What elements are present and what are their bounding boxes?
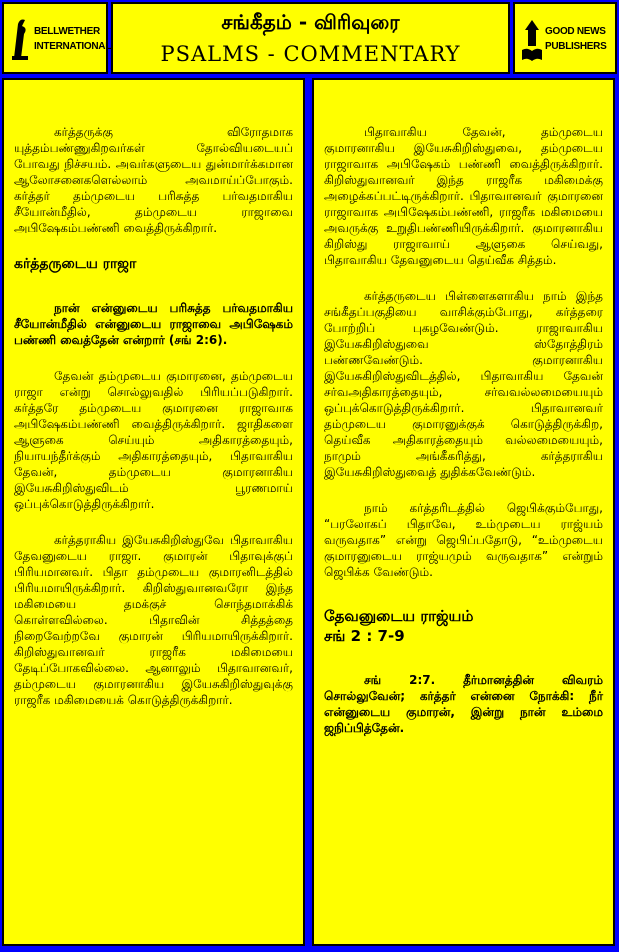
right-column: [312, 78, 615, 946]
section-heading-title: தேவனுடைய ராஜ்யம்: [324, 607, 474, 625]
verse-psalm-2-7: சங் 2:7. தீர்மானத்தின் விவரம் சொல்லுவேன்; கர்த்தர் என்னை நோக்கி: நீர் என்னுடைய குமாரன், இன்று நான் உம்மை ஜநிப்பித்தேன்.: [324, 673, 603, 735]
logo-right-line-1: GOOD NEWS: [545, 26, 606, 37]
section-heading-gods-kingdom: [324, 606, 603, 646]
book-logo-icon: [521, 16, 543, 62]
page-header: [2, 2, 617, 74]
good-news-logo: [521, 14, 611, 66]
logo-left-line-2: INTERNATIONAL: [34, 41, 112, 52]
left-paragraph-3: கர்த்தராகிய இயேசுகிறிஸ்துவே பிதாவாகிய தேவனுடைய ராஜா. குமாரன் பிதாவுக்குப் பிரியமானவர். பிதா தம்முடைய குமாரனிடத்தில் பிரியமாயிருக்கிறார். கிறிஸ்துவானவரோ இந்த மகிமையை தமக்குச் சொந்தமாக்கிக் கொள்ளவில்லை. பிதாவின் சித்தத்தை நிறைவேற்றவே குமாரன் பிரியமாயிருக்கிறார். கிறிஸ்துவானவர் ராஜரீக மகிமையை தேடிப்போகவில்லை. ஆனாலும் பிதாவானவர், தம்முடைய குமாரனாகிய இயேசுகிறிஸ்துவுக்கு ராஜரீக மகிமையைக் கொடுத்திருக்கிறார்.: [14, 533, 293, 707]
right-paragraph-3: நாம் கர்த்தரிடத்தில் ஜெபிக்கும்போது, “பரலோகப் பிதாவே, உம்முடைய ராஜ்யம் வருவதாக” என்று ஜெபிப்பதோடு, “உம்முடைய குமாரனுடைய ராஜ்யமும் வருவதாக” என்றும் ஜெபிக்க வேண்டும்.: [324, 501, 603, 579]
right-paragraph-1: பிதாவாகிய தேவன், தம்முடைய குமாரனாகிய இயேசுகிறிஸ்துவை, தம்முடைய ராஜாவாக அபிஷேகம் பண்ணி வைத்திருக்கிறார். கிறிஸ்துவானவர் இந்த ராஜரீக மகிமைக்கு அழைக்கப்பட்டிருக்கிறார். பிதாவானவர் குமாரனை ராஜாவாக அபிஷேகம்பண்ணி, ராஜரீக மகிமையை அவருக்கு உறுதிபண்ணியிருக்கிறார். குமாரனாகிய கிறிஸ்து ராஜாவாய் ஆளுகை செய்வது, பிதாவாகிய தேவனுடைய தெய்வீக சித்தம்.: [324, 125, 603, 267]
left-column: [2, 78, 305, 946]
title-english: PSALMS - COMMENTARY: [160, 42, 461, 66]
verse-psalm-2-6: நான் என்னுடைய பரிசுத்த பர்வதமாகிய சீயோன்மீதில் என்னுடைய ராஜாவை அபிஷேகம் பண்ணி வைத்தேன் என்றார் (சங் 2:6).: [14, 301, 293, 347]
title-tamil: சங்கீதம் - விரிவுரை: [221, 10, 400, 34]
logo-right-line-2: PUBLISHERS: [545, 41, 607, 52]
section-heading-lords-king: கர்த்தருடைய ராஜா: [14, 256, 137, 272]
title-box: [111, 2, 510, 74]
left-paragraph-2: தேவன் தம்முடைய குமாரனை, தம்முடைய ராஜா என்று சொல்லுவதில் பிரியப்படுகிறார். கர்த்தரே தம்முடைய குமாரனை ராஜாவாக அபிஷேகம்பண்ணி வைத்திருக்கிறார். ஜாதிகளை ஆளுகை செய்யும் அதிகாரத்தையும், நியாயந்தீர்க்கும் அதிகாரத்தையும், பிதாவாகிய தேவன், தம்முடைய குமாரனாகிய இயேசுகிறிஸ்துவிடம் பூரணமாய் ஒப்புக்கொடுத்திருக்கிறார்.: [14, 369, 293, 511]
bellwether-logo: [10, 14, 112, 66]
logo-left-box: [2, 2, 112, 74]
logo-right-box: [513, 2, 617, 74]
section-heading-reference: சங் 2 : 7-9: [324, 627, 405, 645]
right-paragraph-2: கர்த்தருடைய பிள்ளைகளாகிய நாம் இந்த சங்கீதப்பகுதியை வாசிக்கும்போது, கர்த்தரை போற்றிப் புகழவேண்டும். ராஜாவாகிய இயேசுகிறிஸ்துவை ஸ்தோத்திரம் பண்ணவேண்டும். குமாரனாகிய இயேசுகிறிஸ்துவிடத்தில், பிதாவாகிய தேவன் சர்வஅதிகாரத்தையும், சர்வவல்லமையையும் ஒப்புக்கொடுத்திருக்கிறார். பிதாவானவர் தம்முடைய குமாரனுக்குக் கொடுத்திருக்கிற, தெய்வீக அதிகாரத்தையும் வல்லமையையும், நாமும் அங்கீகரித்து, கர்த்தராகிய இயேசுகிறிஸ்துவைத் துதிக்கவேண்டும்.: [324, 289, 603, 479]
ram-logo-icon: [10, 16, 32, 62]
left-paragraph-1: கர்த்தருக்கு விரோதமாக யுத்தம்பண்ணுகிறவர்கள் தோல்வியடையப் போவது நிச்சயம். அவர்களுடைய துன்மார்க்கமான ஆலோசனைகளெல்லாம் அவமாய்ப்போகும். கர்த்தர் தம்முடைய பரிசுத்த பர்வதமாகிய சீயோன்மீதில், தம்முடைய ராஜாவை அபிஷேகம்பண்ணி வைத்திருக்கிறார்.: [14, 125, 293, 235]
logo-left-line-1: BELLWETHER: [34, 26, 100, 37]
